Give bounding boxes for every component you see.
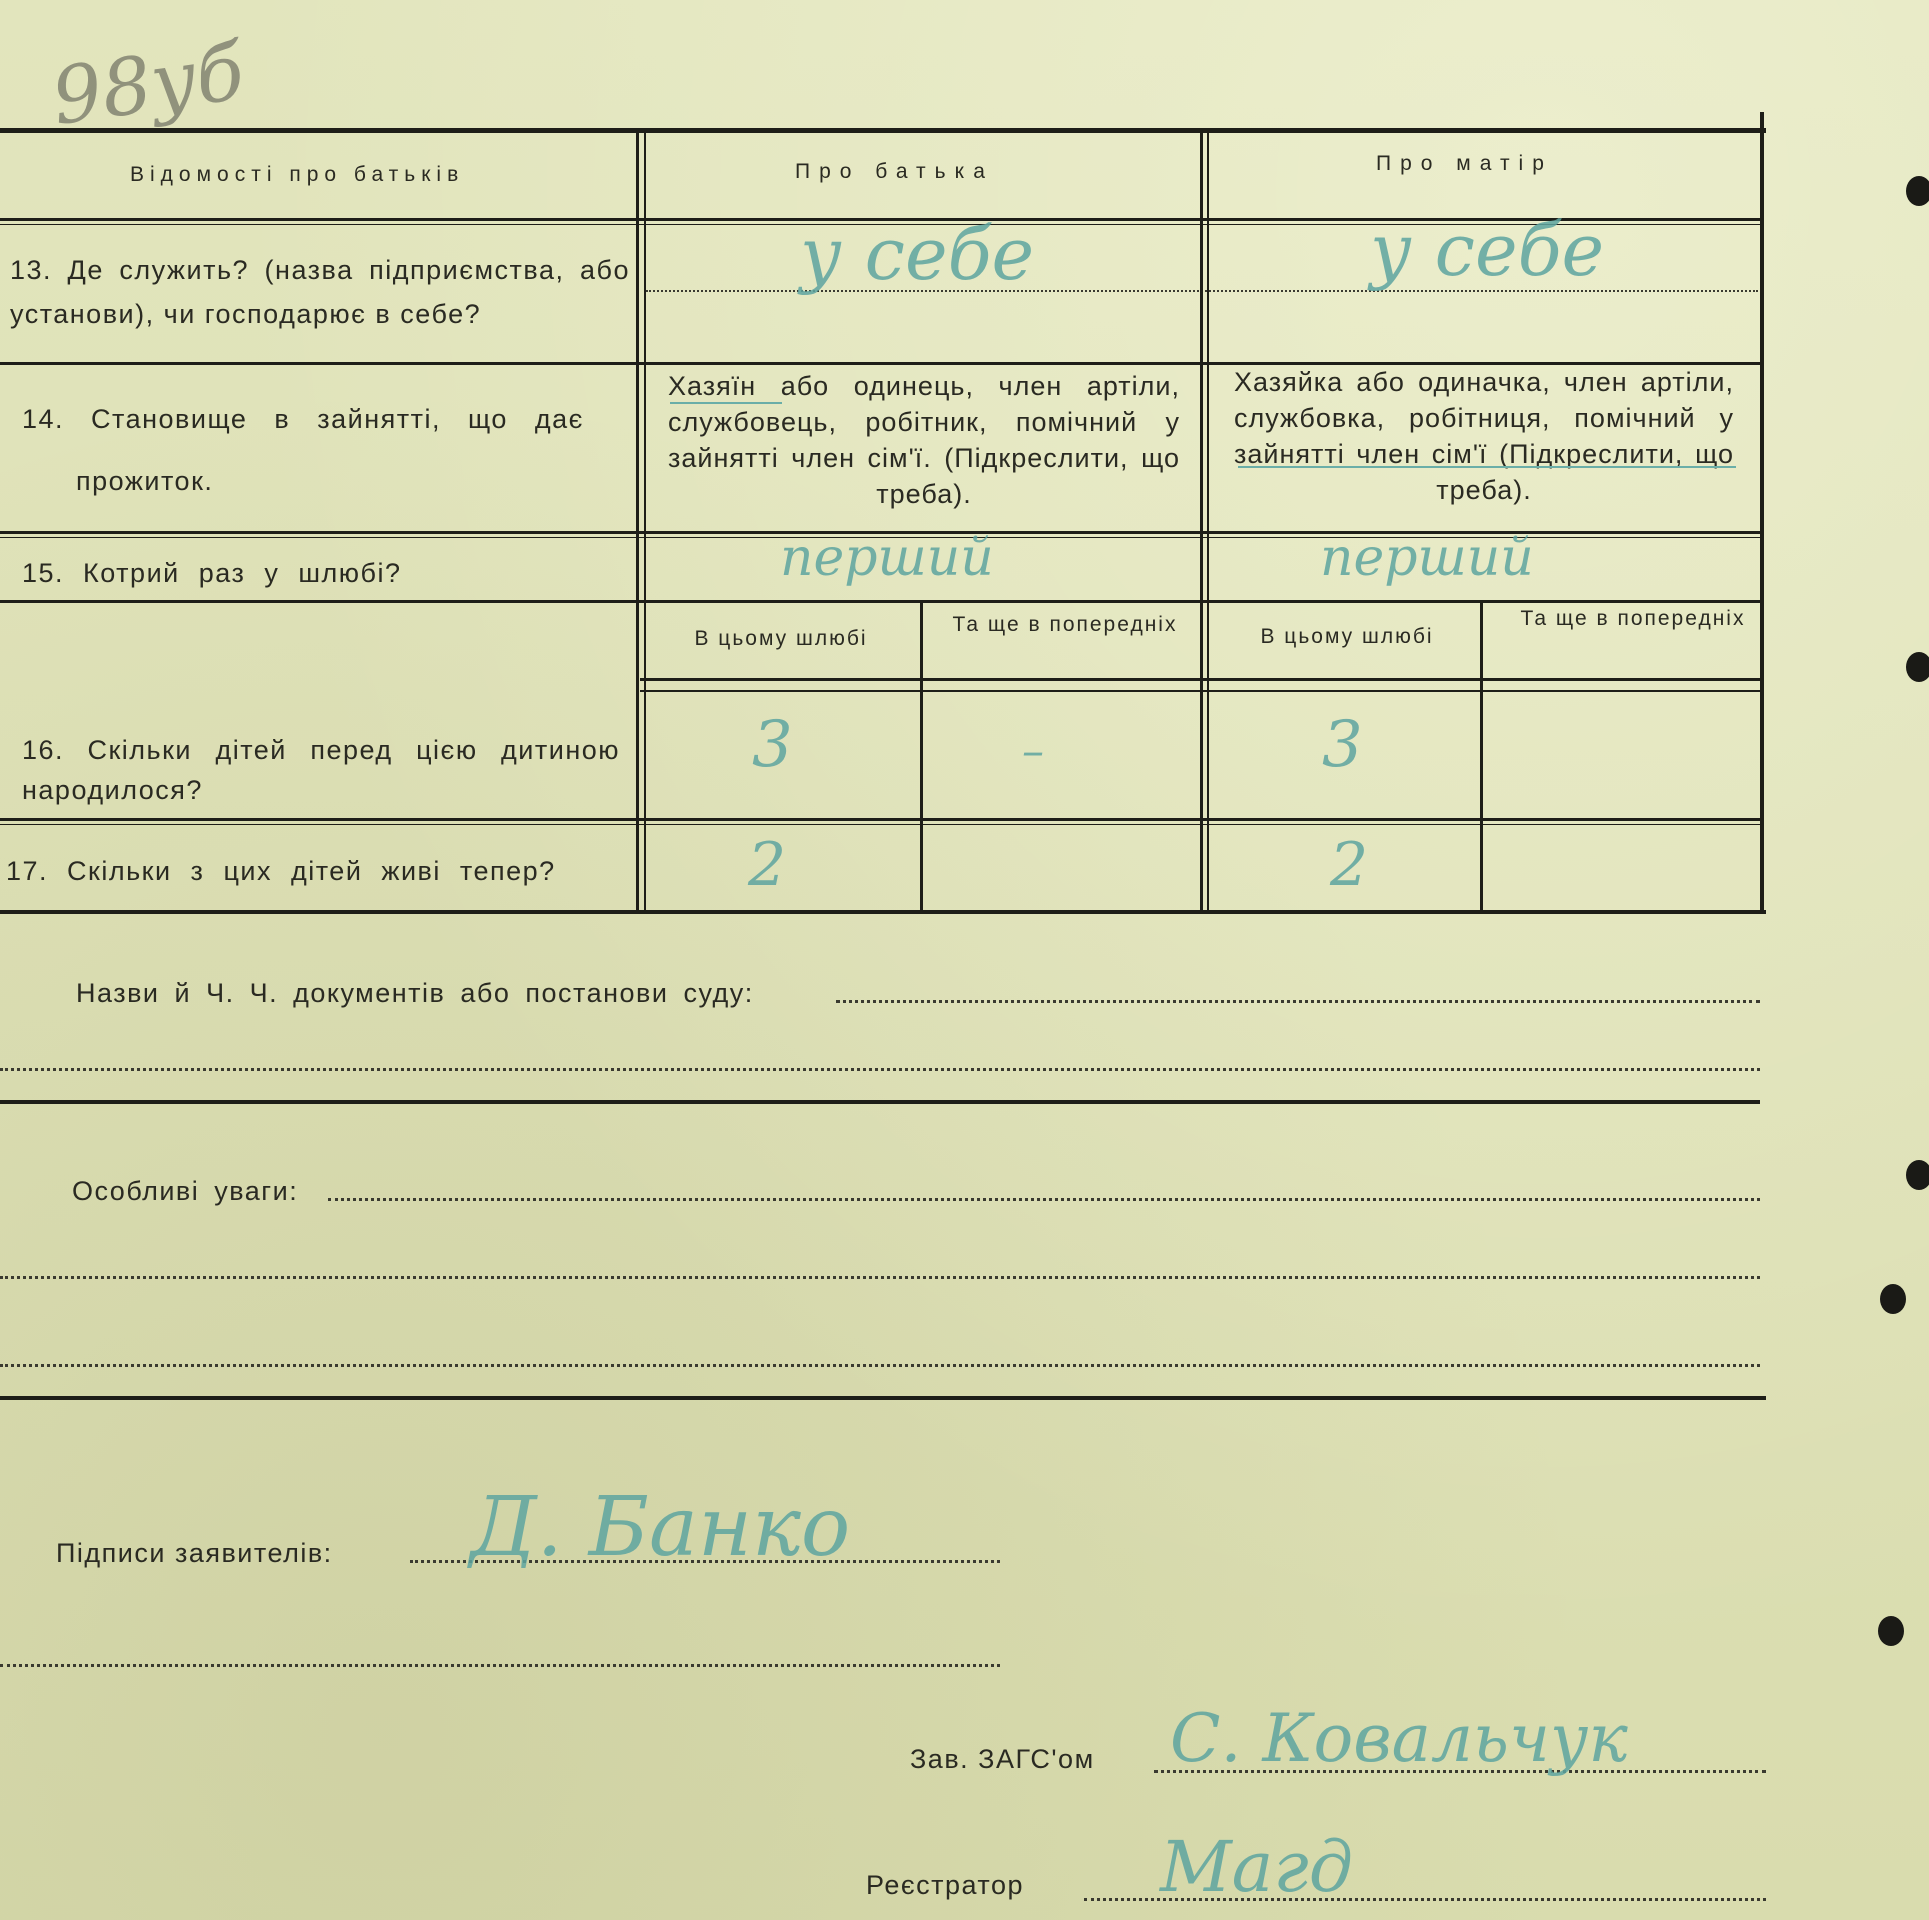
row17-question: 17. Скільки з цих дітей живі тепер?	[6, 856, 556, 886]
signatures-label: Підписи заявителів:	[56, 1538, 333, 1568]
row16-mother-prev-header: Та ще в попередніх	[1520, 607, 1746, 630]
mother-sub-divider	[1480, 600, 1483, 912]
punch-hole	[1906, 176, 1929, 206]
row14-question-line2: прожиток.	[76, 466, 214, 496]
row14-mother-underline	[1238, 466, 1736, 468]
row14-father-underline	[670, 402, 782, 404]
col1-divider	[636, 128, 639, 912]
remarks-field-line1[interactable]	[328, 1198, 1760, 1201]
punch-hole	[1878, 1616, 1904, 1646]
row16-father-prev-header: Та ще в попередніх	[952, 613, 1178, 636]
row16-father-prev: –	[1022, 726, 1044, 777]
documents-field-line1[interactable]	[836, 1000, 1760, 1003]
remarks-field-line2[interactable]	[0, 1276, 1760, 1279]
registrar-label: Реєстратор	[866, 1870, 1025, 1900]
row17-father-this: 2	[748, 830, 787, 900]
table-border-top	[0, 128, 1766, 133]
row13-father-answer: у себе	[800, 212, 1035, 296]
table-border-bottom	[0, 910, 1766, 914]
header-mother: Про матір	[1376, 152, 1553, 175]
col1-divider-inner	[644, 128, 646, 912]
punch-hole	[1906, 1160, 1929, 1190]
row16-question: 16. Скільки дітей перед цією дитиною народилося?	[22, 735, 620, 805]
row14-mother-options: Хазяйка або одиначка, член артіли, службовка, робітниця, помічний у зайнятті член сім'ї (Підкреслити, що треба).	[1234, 367, 1734, 505]
row14-question-line1: 14. Становище в зайнятті, що дає	[22, 404, 584, 434]
row15-mother-answer: перший	[1320, 528, 1534, 588]
row16-bottom-line	[0, 818, 1760, 825]
col2-divider-inner	[1207, 128, 1209, 912]
zags-signature: С. Ковальчук	[1170, 1700, 1628, 1777]
remarks-section-bottom-line	[0, 1396, 1766, 1400]
father-sub-divider	[920, 600, 923, 912]
corner-note: 98уб	[46, 27, 250, 143]
documents-field-line2[interactable]	[0, 1068, 1760, 1071]
row13-question: 13. Де служить? (назва підприємства, або установи), чи господарює в себе?	[10, 255, 630, 329]
row16-father-this: 3	[752, 708, 793, 782]
row15-bottom-line	[0, 600, 1760, 603]
right-border	[1760, 112, 1764, 912]
row16-mother-this-header: В цьому шлюбі	[1260, 625, 1434, 648]
header-father: Про батька	[795, 160, 994, 183]
punch-hole	[1906, 652, 1929, 682]
remarks-label: Особливі уваги:	[72, 1176, 299, 1206]
row16-mother-this: 3	[1322, 708, 1363, 782]
col2-divider	[1200, 128, 1203, 912]
row17-mother-this: 2	[1330, 830, 1369, 900]
signatures-field-line2[interactable]	[0, 1664, 1000, 1667]
applicant-signature: Д. Банко	[470, 1480, 851, 1575]
remarks-field-line3[interactable]	[0, 1364, 1760, 1367]
registrar-signature: Магд	[1160, 1826, 1354, 1908]
header-parents-info: Відомості про батьків	[130, 163, 465, 186]
row15-father-answer: перший	[780, 528, 994, 588]
documents-label: Назви й Ч. Ч. документів або постанови суду:	[76, 978, 754, 1008]
punch-hole	[1880, 1284, 1906, 1314]
row13-mother-answer: у себе	[1370, 208, 1605, 292]
row14-father-options: Хазяїн або одинець, член артіли, службовець, робітник, помічний у зайнятті член сім'ї. (Підкреслити, що треба).	[668, 371, 1180, 509]
row16-father-this-header: В цьому шлюбі	[694, 627, 868, 650]
zags-label: Зав. ЗАГС'ом	[910, 1744, 1095, 1774]
row15-question: 15. Котрий раз у шлюбі?	[22, 558, 402, 588]
documents-section-bottom-line	[0, 1100, 1760, 1104]
